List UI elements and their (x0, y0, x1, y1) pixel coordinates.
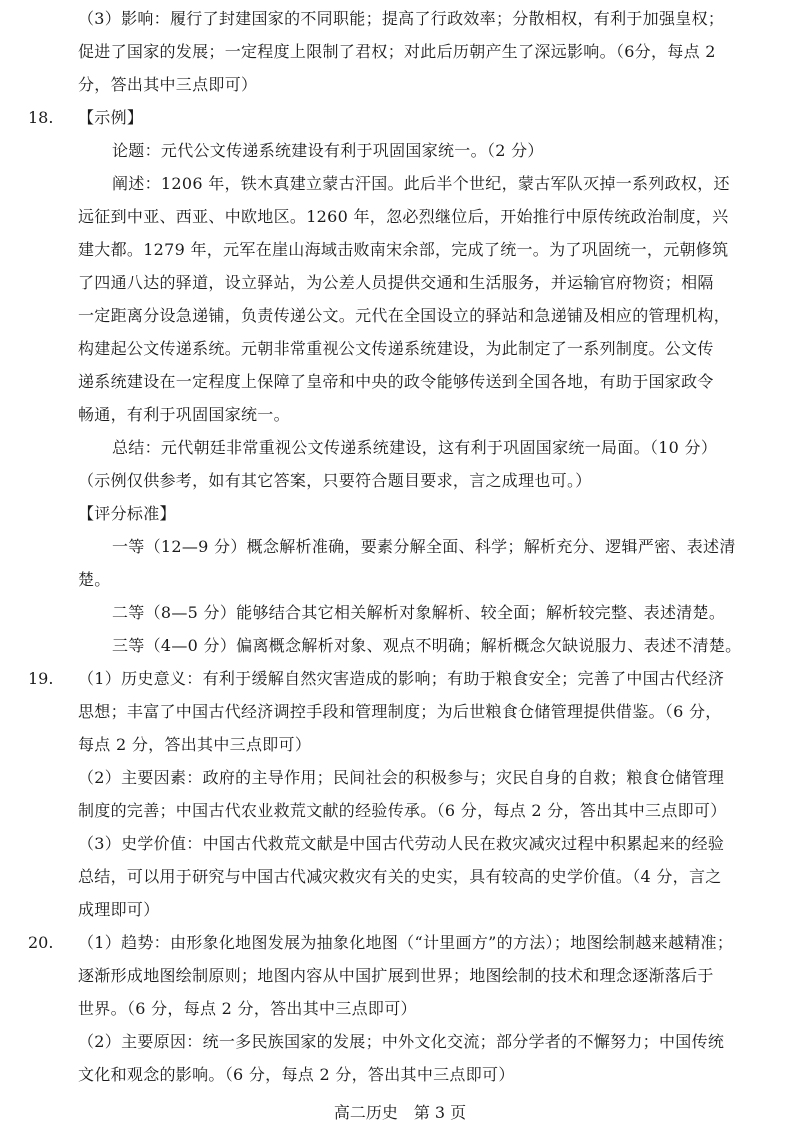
text-line: 建大都。1279 年，元军在崖山海域击败南宋余部，完成了统一。为了巩固统一，元朝修筑 (78, 240, 729, 259)
text-line: 一等（12—9 分）概念解析准确，要素分解全面、科学；解析充分、逻辑严密、表述清 (112, 537, 736, 556)
text-line: 一定距离分设急递铺，负责传递公文。元代在全国设立的驿站和急递铺及相应的管理机构， (78, 306, 731, 325)
text-line: 总结，可以用于研究与中国古代减灾救灾有关的史实，具有较高的史学价值。（4 分，言之 (78, 867, 722, 886)
text-line: 畅通，有利于巩固国家统一。 (78, 405, 290, 424)
text-line: 论题：元代公文传递系统建设有利于巩固国家统一。（2 分） (112, 141, 544, 160)
text-line: 制度的完善；中国古代农业救荒文献的经验传承。（6 分，每点 2 分，答出其中三点即可） (78, 801, 727, 820)
text-line: （1）趋势：由形象化地图发展为抽象化地图（“计里画方”的方法）；地图绘制越来越精准； (78, 933, 734, 952)
text-line: （1）历史意义：有利于缓解自然灾害造成的影响；有助于粮食安全；完善了中国古代经济 (78, 669, 725, 688)
question-number: 19. (28, 669, 54, 688)
text-line: 递系统建设在一定程度上保障了皇帝和中央的政令能够传送到全国各地，有助于国家政令 (78, 372, 714, 391)
section-heading: 【示例】 (78, 108, 144, 127)
text-line: 构建起公文传递系统。元朝非常重视公文传递系统建设，为此制定了一系列制度。公文传 (78, 339, 714, 358)
text-line: 思想；丰富了中国古代经济调控手段和管理制度；为后世粮食仓储管理提供借鉴。（6 分， (78, 702, 722, 721)
text-line: 文化和观念的影响。（6 分，每点 2 分，答出其中三点即可） (78, 1065, 515, 1084)
page-footer: 高二历史 第 3 页 (333, 1103, 467, 1122)
text-line: （示例仅供参考，如有其它答案，只要符合题目要求，言之成理也可。） (78, 471, 592, 490)
text-line: 每点 2 分，答出其中三点即可） (78, 735, 312, 754)
text-line: 三等（4—0 分）偏离概念解析对象、观点不明确；解析概念欠缺说服力、表述不清楚。 (112, 636, 742, 655)
text-line: 楚。 (78, 570, 111, 589)
text-line: （3）影响：履行了封建国家的不同职能；提高了行政效率；分散相权，有利于加强皇权； (78, 9, 725, 28)
text-line: 阐述：1206 年，铁木真建立蒙古汗国。此后半个世纪，蒙古军队灭掉一系列政权，还 (112, 174, 730, 193)
question-number: 18. (28, 108, 54, 127)
text-line: 二等（8—5 分）能够结合其它相关解析对象解析、较全面；解析较完整、表述清楚。 (112, 603, 726, 622)
text-line: 总结：元代朝廷非常重视公文传递系统建设，这有利于巩固国家统一局面。（10 分） (112, 438, 718, 457)
text-line: 逐渐形成地图绘制原则；地图内容从中国扩展到世界；地图绘制的技术和理念逐渐落后于 (78, 966, 714, 985)
text-line: （2）主要因素：政府的主导作用；民间社会的积极参与；灾民自身的自救；粮食仓储管理 (78, 768, 725, 787)
section-heading: 【评分标准】 (78, 504, 176, 523)
text-line: （2）主要原因：统一多民族国家的发展；中外文化交流；部分学者的不懈努力；中国传统 (78, 1032, 725, 1051)
text-line: 促进了国家的发展；一定程度上限制了君权；对此后历朝产生了深远影响。（6分，每点 2 (78, 42, 716, 61)
text-line: 远征到中亚、西亚、中欧地区。1260 年，忽必烈继位后，开始推行中原传统政治制度，兴 (78, 207, 729, 226)
text-line: （3）史学价值：中国古代救荒文献是中国古代劳动人民在救灾减灾过程中积累起来的经验 (78, 834, 725, 853)
text-line: 了四通八达的驿道，设立驿站，为公差人员提供交通和生活服务，并运输官府物资；相隔 (78, 273, 714, 292)
text-line: 世界。（6 分，每点 2 分，答出其中三点即可） (78, 999, 417, 1018)
text-line: 分，答出其中三点即可） (78, 75, 258, 94)
question-number: 20. (28, 933, 54, 952)
text-line: 成理即可） (78, 900, 160, 919)
